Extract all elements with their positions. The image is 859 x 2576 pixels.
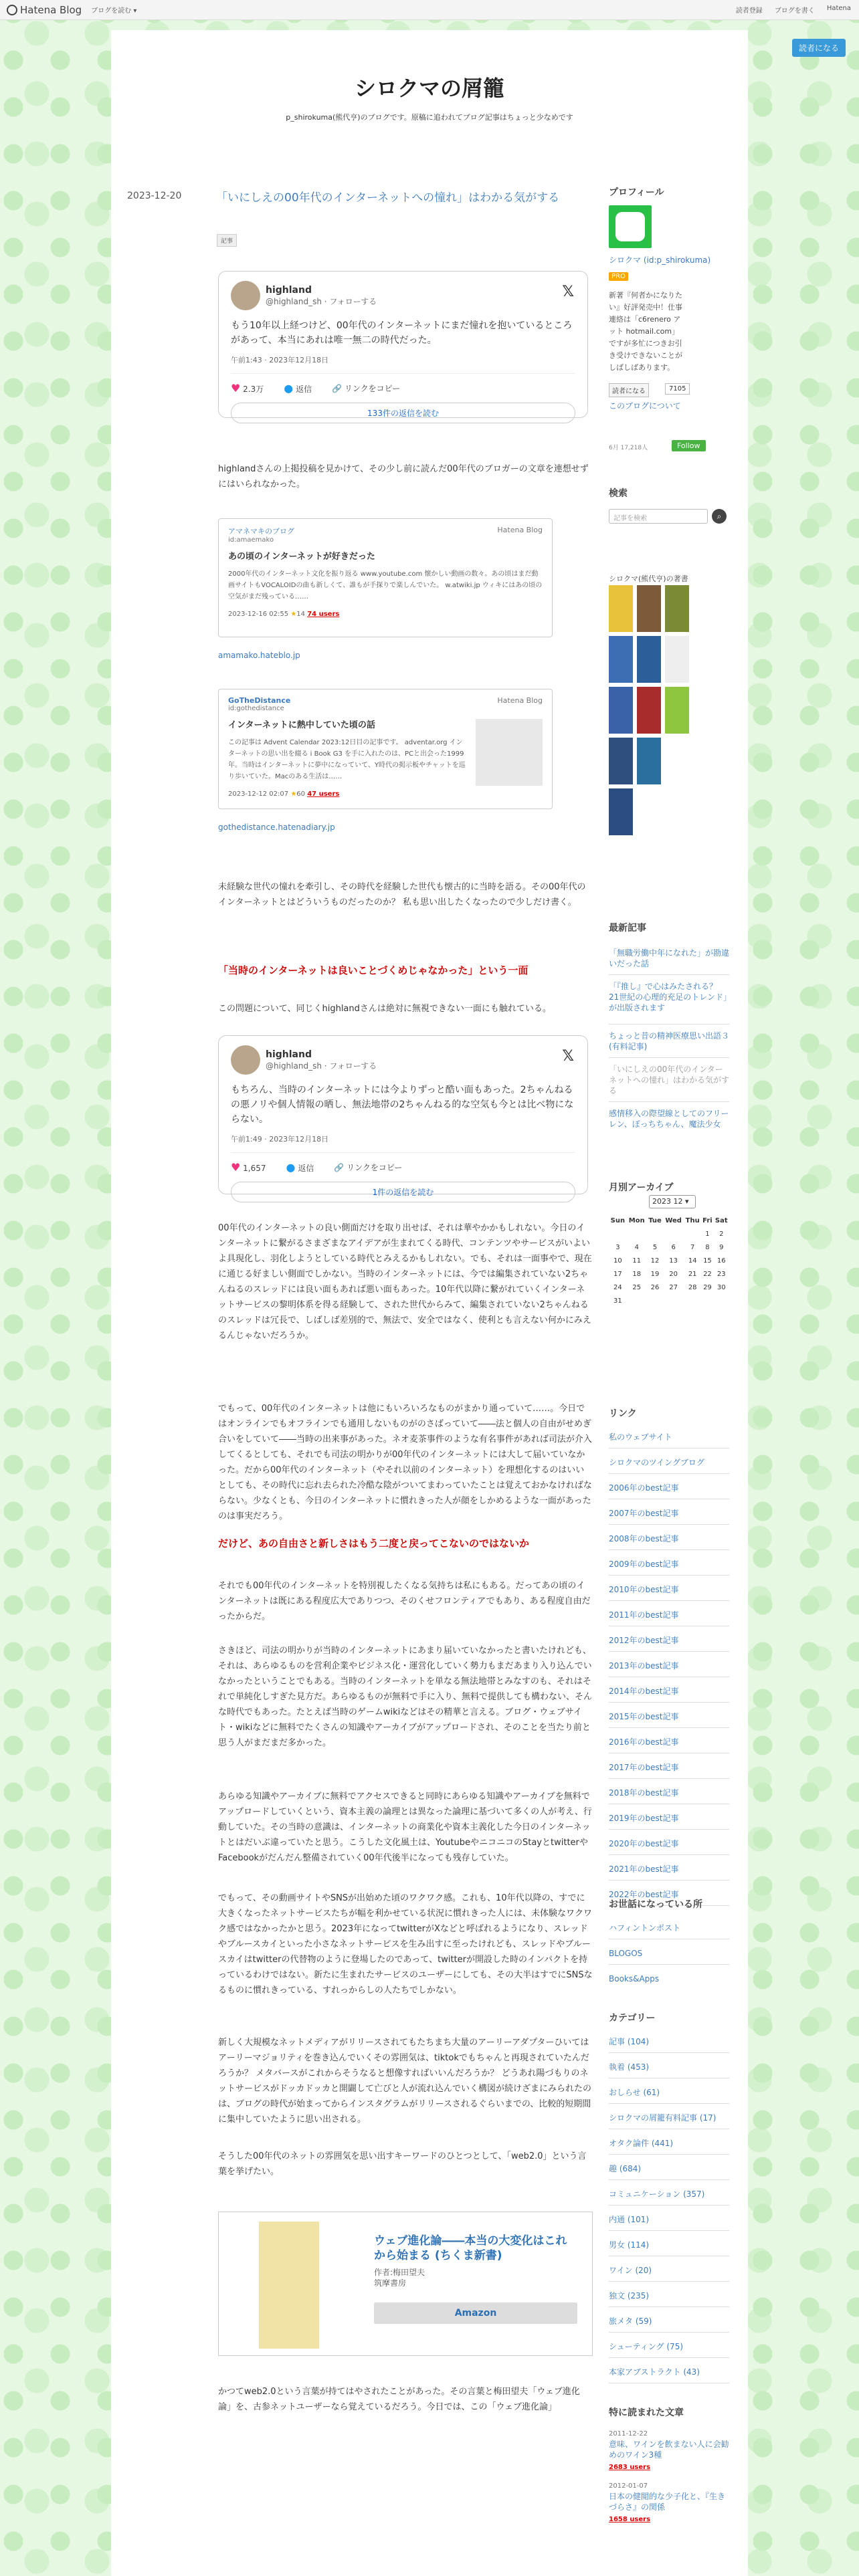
calendar-day[interactable]: 18 [632, 1270, 642, 1278]
category-link[interactable]: ワイン (20) [609, 2266, 652, 2275]
calendar-day[interactable]: 30 [717, 1283, 726, 1291]
calendar-row [609, 1294, 729, 1307]
calendar-day[interactable]: 28 [688, 1283, 697, 1291]
read-replies-button[interactable]: 1件の返信を読む [231, 1182, 575, 1202]
sidebar-link[interactable]: 2017年のbest記事 [609, 1763, 679, 1772]
blog-header [111, 72, 748, 122]
calendar-day[interactable]: 8 [705, 1243, 710, 1251]
book-cover[interactable] [609, 636, 633, 683]
card-title[interactable]: あの頃のインターネットが好きだった [228, 552, 375, 562]
book-cover[interactable] [637, 738, 661, 784]
blog-card-1[interactable] [218, 518, 553, 637]
calendar-day [684, 1294, 701, 1307]
paragraph: この問題について、同じくhighlandさんは絶対に無視できない一面にも触れている。 [218, 1004, 551, 1014]
calendar-row [609, 1227, 729, 1241]
divider [609, 1727, 729, 1728]
category-link[interactable]: 男女 (114) [609, 2240, 650, 2250]
book-cover[interactable] [665, 585, 689, 632]
topbar-right [736, 5, 851, 15]
embedded-tweet-1 [218, 271, 588, 418]
popular-date: 2011-12-22 [609, 2430, 648, 2438]
card-meta [228, 611, 543, 618]
calendar-day [609, 1227, 627, 1241]
amazon-product-author [374, 2267, 425, 2288]
tweet-author-name[interactable]: highland [266, 284, 312, 296]
profile-username[interactable]: シロクマ (id:p_shirokuma) [609, 255, 711, 265]
calendar-day[interactable]: 22 [703, 1270, 712, 1278]
divider [609, 2332, 729, 2333]
divider [609, 1702, 729, 1703]
card-blog-name[interactable]: アマネマキのブログ [228, 527, 294, 536]
links-heading: リンク [609, 1408, 637, 1419]
divider [609, 1057, 729, 1058]
divider [609, 1524, 729, 1525]
book-cover[interactable] [637, 585, 661, 632]
section-heading: 「当時のインターネットは良いことづくめじゃなかった」という一面 [218, 964, 529, 976]
tweet-text: もう10年以上経つけど、00年代のインターネットにまだ憧れを抱いているところがあって、本当にあれは唯一無二の時代だった。 [231, 320, 573, 346]
star-count: 60 [296, 790, 306, 798]
copy-link-action[interactable] [332, 383, 400, 394]
divider [609, 1575, 729, 1576]
read-blog-menu[interactable]: ブログを読む ▾ [91, 7, 137, 15]
calendar-day[interactable]: 23 [717, 1270, 726, 1278]
book-cover[interactable] [637, 687, 661, 734]
recent-link[interactable]: 「『推し』で心はみたされる？ 21世紀の心理的充足のトレンド」が出版されます [609, 982, 727, 1012]
calendar-weekday: Tue [648, 1216, 662, 1224]
calendar-day[interactable]: 11 [632, 1257, 642, 1265]
card-description: 2000年代のインターネット文化を振り返る www.youtube.com 懐かしい動画の数々。あの頃はまだ動画サイトもVOCALOIDの曲も新しくて、誰もが手探りで楽しんでいた。 w.atwiki.jp ウィキにはあの頃の空気がまだ残っている…… [228, 570, 543, 601]
topbar-write-link[interactable]: ブログを書く [774, 7, 815, 15]
author: 作者:梅田望夫 [374, 2268, 425, 2277]
link-icon: 🔗 [334, 1163, 345, 1172]
amazon-button[interactable]: Amazon [374, 2302, 577, 2324]
bookmark-users[interactable]: 47 users [307, 790, 340, 798]
reply-icon: ● [286, 1161, 296, 1174]
divider [609, 1964, 729, 1965]
calendar-day[interactable]: 29 [703, 1283, 712, 1291]
paragraph: でもって、その動画サイトやSNSが出始めた頃のワクワク感。これも、10年代以降の、すでに大きくなったネットサービスたちが幅を利かせている状況に慣れきった人には、未体験なワクワク感ではなかったかと思う。2023年になってtwitterがXなどと呼ばれるようになり、スレッドやブルースカイといった小さなネットサービスを生み出すに至ったけれども、スレッドやブルースカイはtwitterの代替物のように登場したのであって、twitterが開設した時のインパクトを持っているわけではない。新たに生まれたサービスのユーザーにしても、その大半はすでにSNSなるものに慣れきっている、すれっからしの人たちでしかない。 [218, 1893, 593, 1996]
copy-link-label: リンクをコピー [344, 384, 401, 393]
sidebar-link[interactable]: 2021年のbest記事 [609, 1864, 679, 1874]
sidebar-link[interactable]: 私のウェブサイト [609, 1432, 672, 1442]
calendar-day[interactable]: 15 [703, 1257, 712, 1265]
category-link[interactable]: 旅メタ (59) [609, 2317, 652, 2326]
divider [609, 1600, 729, 1601]
paragraph: 未経験な世代の憧れを牽引し、その時代を経験した世代も懐古的に当時を語る。その00年代のインターネットとはどういうものだったのか？ 私も思い出したくなったので少しだけ書く。 [218, 882, 586, 907]
hatena-topbar [0, 0, 859, 20]
calendar-day[interactable]: 5 [652, 1243, 658, 1251]
hatena-blog-badge: Hatena Blog [497, 696, 543, 705]
calendar-day[interactable]: 6 [671, 1243, 676, 1251]
popular-users[interactable]: 1658 users [609, 2516, 651, 2523]
divider [609, 2357, 729, 2358]
divider [609, 1880, 729, 1881]
archive-select-value: 2023 12 [652, 1197, 683, 1206]
calendar-weekday: Mon [628, 1216, 645, 1224]
calendar-day[interactable]: 17 [613, 1270, 622, 1278]
card-description: この記事は Advent Calendar 2023:12日目の記事です。 adventar.org インターネットの思い出を綴る i Book G3 を手に入れたのは、PCと出会った1999年。当時はインターネットに夢中になっていて、Y時代の掲示板やチャットを巡り歩いていた。Macのある生活は…… [228, 739, 466, 780]
reply-icon: ● [284, 382, 294, 395]
copy-link-action[interactable] [334, 1162, 402, 1173]
follow-meta: 6月 17,218人 [609, 445, 648, 451]
calendar-weekday: Fri [702, 1216, 712, 1224]
paragraph: それでも00年代のインターネットを特別視したくなる気持ちは私にもある。だってあの頃のインターネットは既にある程度広大でありつつ、そのくせフロンティアでもあり、ある程度自由だったからだ。 [218, 1581, 591, 1622]
divider [609, 2230, 729, 2231]
hatena-blog-badge: Hatena Blog [497, 526, 543, 534]
calendar-row [609, 1267, 729, 1281]
embedded-tweet-2 [218, 1035, 588, 1197]
category-link[interactable]: 執着 (453) [609, 2062, 650, 2072]
card-user-id[interactable]: id:gothedistance [228, 705, 284, 712]
entry-date[interactable]: 2023-12-20 [127, 191, 182, 201]
sidebar-link[interactable]: 2016年のbest記事 [609, 1737, 679, 1747]
search-button[interactable] [712, 509, 727, 524]
book-cover[interactable] [609, 585, 633, 632]
calendar-day[interactable]: 14 [688, 1257, 697, 1265]
tweet-time[interactable]: 午前1:49 · 2023年12月18日 [231, 1134, 575, 1153]
sidebar-link[interactable]: 2014年のbest記事 [609, 1687, 679, 1696]
pro-badge: PRO [609, 272, 628, 281]
books-heading: シロクマ(熊代亨)の著書 [609, 574, 688, 583]
calendar-day [663, 1227, 684, 1241]
card-domain-link[interactable]: gothedistance.hatenadiary.jp [218, 823, 335, 832]
popular-title[interactable]: 日本の健閲的な少子化と、『生きづらさ』の関係 [609, 2492, 726, 2512]
site-link[interactable]: BLOGOS [609, 1949, 643, 1958]
hatena-logo-text: Hatena Blog [20, 3, 82, 16]
site-link[interactable]: ハフィントンポスト [609, 1923, 681, 1933]
like-count: 1,657 [243, 1164, 266, 1173]
category-link[interactable]: おしらせ (61) [609, 2088, 660, 2097]
calendar-weekday: Wed [665, 1216, 682, 1224]
book-cover[interactable] [665, 687, 689, 734]
reply-action[interactable] [286, 1161, 314, 1174]
book-cover[interactable] [665, 636, 689, 683]
recent-heading: 最新記事 [609, 923, 646, 934]
calendar-day [627, 1227, 647, 1241]
sidebar-link[interactable]: 2019年のbest記事 [609, 1814, 679, 1823]
calendar-row [609, 1241, 729, 1254]
tweet-header [231, 281, 575, 310]
popular-heading: 特に読まれた文章 [609, 2407, 684, 2418]
calendar-day[interactable]: 24 [613, 1283, 622, 1291]
calendar-day[interactable]: 16 [717, 1257, 726, 1265]
like-action[interactable] [231, 1161, 266, 1174]
sidebar-link[interactable]: 2011年のbest記事 [609, 1610, 679, 1620]
avatar[interactable] [231, 281, 260, 310]
blog-title[interactable]: シロクマの屑籠 [354, 76, 504, 100]
amazon-product-title[interactable]: ウェブ進化論――本当の大変化はこれから始まる (ちくま新書) [374, 2234, 567, 2262]
paragraph: 新しく大規模なネットメディアがリリースされてもたちまち大量のアーリーアダプターひいてはアーリーマジョリティを巻き込んでいくその雰囲気は、tiktokでもちゃんと再現されていたんだろうか？ メタバースがこれからそうなると想像すればいいんだろうか？ どうあれ陽づもりのネットサービスがドッカドッカと開闢して亡びと人が流れ込んでいく構図が続けざまにみられたのは、ブログの時代が始まってからインスタグラムがリリースされるぐらいまでの、比較的短期間に集中していたように思い出される。 [218, 2038, 591, 2125]
search-heading: 検索 [609, 488, 628, 499]
divider [609, 2052, 729, 2053]
calendar-day[interactable]: 12 [650, 1257, 660, 1265]
read-replies-button[interactable]: 133件の返信を読む [231, 403, 575, 423]
calendar-day [647, 1227, 664, 1241]
calendar-header-row [609, 1214, 729, 1227]
calendar-day[interactable]: 27 [669, 1283, 678, 1291]
about-blog-link[interactable]: このブログについて [609, 401, 681, 411]
category-link[interactable]: シューティング (75) [609, 2342, 684, 2351]
sidebar-link[interactable]: 2010年のbest記事 [609, 1585, 679, 1594]
tweet-author-name[interactable]: highland [266, 1049, 312, 1060]
recent-link[interactable]: 「無職労働中年になれた」が勘違いだった話 [609, 948, 730, 968]
sidebar-link[interactable]: 2020年のbest記事 [609, 1839, 679, 1848]
site-link[interactable]: Books&Apps [609, 1974, 660, 1983]
tweet-actions [231, 382, 575, 395]
recent-link[interactable]: 「いにしえの00年代のインターネットへの憧れ」はわかる気がする [609, 1065, 730, 1095]
search-input[interactable]: 記事を検索 [609, 509, 708, 524]
reader-button[interactable]: 読者になる [792, 39, 846, 57]
heart-icon: ♥ [231, 1161, 241, 1174]
calendar-day[interactable]: 21 [688, 1270, 697, 1278]
x-logo-icon[interactable]: 𝕏 [562, 284, 574, 300]
tweet-time[interactable]: 午前1:43 · 2023年12月18日 [231, 354, 575, 374]
recent-link[interactable]: 感情移入の際望線としてのフリーレン、ぼっちちゃん、魔法少女 [609, 1109, 729, 1129]
paragraph: さきほど、司法の明かりが当時のインターネットにあまり届いていなかったと書いたけれども、それは、あらゆるものを営利企業やビジネス化・運営化していく勢力もまだあまり入り込んでいなかったということでもある。当時のインターネットを単なる無法地帯とみなすのも、それはそれで単純化しすぎた見方だ。あらゆるものが無料で手に入り、無料で提供しても構わない、そんな時代でもあった。たとえば当時のゲームwikiなどはその精華と言える。ブログ・ウェブサイト・wikiなどに無料でたくさんの知識やアーカイブがアップロードされ、そのことを当たり前と思う人がまだまだ多かった。 [218, 1646, 593, 1748]
sidebar-link[interactable]: 2008年のbest記事 [609, 1534, 679, 1543]
card-meta [228, 790, 543, 798]
star-icon: ★ [290, 611, 297, 618]
card-title[interactable]: インターネットに熱中していた頃の話 [228, 720, 375, 730]
avatar[interactable] [231, 1045, 260, 1075]
calendar-row [609, 1281, 729, 1294]
popular-users[interactable]: 2683 users [609, 2464, 651, 2471]
search-icon: ⌕ [717, 512, 722, 521]
x-logo-icon[interactable]: 𝕏 [562, 1048, 574, 1065]
sites-heading: お世話になっている所 [609, 1899, 702, 1910]
tweet-text: もちろん、当時のインターネットには今よりずっと酷い面もあった。2ちゃんねるの悪ノリや個人情報の晒し、無法地帯の2ちゃんねる的な空気も今とは比べ物にならない。 [231, 1085, 574, 1125]
card-blog-name[interactable]: GoTheDistance [228, 696, 291, 705]
calendar-day [701, 1294, 713, 1307]
link-icon: 🔗 [332, 384, 343, 393]
paragraph: あらゆる知識やアーカイブに無料でアクセスできると同時にあらゆる知識やアーカイブを無料でアップロードしていくという、資本主義の論理とは異なった論理に基づいて多くの人が考え、行動していた。その当時の意識は、インターネットの商業化や資本主義化した今日のインターネットとはだいぶ違っていたと思う。こうした文化風土は、YoutubeやニコニコのStayとtwitterやFacebookがだんだん整備されていく00年代後半になっても残存していた。 [218, 1792, 592, 1863]
book-cover[interactable] [637, 636, 661, 683]
calendar-day [663, 1294, 684, 1307]
calendar-day[interactable]: 31 [613, 1297, 622, 1305]
blog-tagline: p_shirokuma(熊代亨)のブログです。原稿に追われてブログ記事はちょっと少なめです [286, 113, 573, 122]
calendar-weekday: Sun [610, 1216, 626, 1224]
tweet-header [231, 1045, 575, 1075]
star-count: 14 [296, 611, 306, 618]
tweet-author-handle[interactable]: @highland_sh · フォローする [266, 296, 377, 306]
calendar-weekday: Thu [685, 1216, 700, 1224]
category-link[interactable]: シロクマの屑籠有料記事 (17) [609, 2113, 717, 2123]
calendar-day[interactable]: 1 [705, 1230, 710, 1238]
divider [609, 1024, 729, 1025]
book-cover[interactable] [609, 788, 633, 835]
calendar-day[interactable]: 4 [634, 1243, 639, 1251]
category-link[interactable]: オタク論件 (441) [609, 2139, 674, 2148]
paragraph: でもって、00年代のインターネットは他にもいろいろなものがまかり通っていて……。今日ではオンラインでもオフラインでも通用しないものがのさばっていて――法と個人の自由がせめぎ合いをしていて――当時の出来事があった。ネオ麦茶事件のような有名事件があれば司法が介入してくるとしても、それでも司法の明かりが00年代のインターネットには大して届いていなかった。だから00年代のインターネット（やそれ以前のインターネット）を理想化するのはいいとしても、その時代に忘れ去られた冷酷な陰がついてまわっていたことは覚えておかなければならない。少なくとも、今日のインターネットに慣れきった人が顔をしかめるような一面があったのは事実だろう。 [218, 1404, 592, 1521]
hatena-logo[interactable] [7, 4, 82, 16]
subscriber-count: 7105 [665, 383, 690, 395]
divider [609, 974, 729, 975]
divider [609, 1854, 729, 1855]
sidebar-link[interactable]: 2022年のbest記事 [609, 1890, 679, 1899]
blog-container [111, 30, 748, 2576]
entry-title[interactable]: 「いにしえの00年代のインターネットへの憧れ」はわかる気がする [216, 191, 560, 205]
category-link[interactable]: コミュニケーション (357) [609, 2189, 705, 2199]
divider [609, 2179, 729, 2180]
reply-label: 返信 [296, 385, 312, 394]
card-date: 2023-12-12 02:07 [228, 790, 289, 798]
calendar-day[interactable]: 3 [615, 1243, 620, 1251]
calendar-day[interactable]: 26 [650, 1283, 660, 1291]
calendar-day[interactable]: 9 [719, 1243, 724, 1251]
chevron-down-icon: ▾ [685, 1197, 689, 1206]
card-user-id[interactable]: id:amaemako [228, 536, 274, 544]
calendar-day[interactable]: 20 [669, 1270, 678, 1278]
recent-link[interactable]: ちょっと昔の精神医療思い出語３(有料記事) [609, 1031, 730, 1051]
hatena-logo-icon [7, 5, 17, 15]
sidebar-link[interactable]: 2013年のbest記事 [609, 1661, 679, 1671]
divider [609, 1549, 729, 1550]
card-date: 2023-12-16 02:55 [228, 611, 289, 618]
calendar-day[interactable]: 7 [690, 1243, 695, 1251]
calendar-day [684, 1227, 701, 1241]
sidebar-link[interactable]: 2009年のbest記事 [609, 1560, 679, 1569]
heart-icon: ♥ [231, 382, 241, 395]
reply-action[interactable] [284, 382, 312, 395]
sidebar-link[interactable]: 2007年のbest記事 [609, 1509, 679, 1518]
like-count: 2.3万 [243, 385, 264, 394]
categories-heading: カテゴリー [609, 2013, 656, 2024]
sidebar-link[interactable]: 2006年のbest記事 [609, 1483, 679, 1493]
divider [609, 2154, 729, 2155]
paragraph: 00年代のインターネットの良い側面だけを取り出せば、それは華やかかもしれない。今日のインターネットに繋がるさまざまなアイデアが生まれてくる時代、コンテンツやサービスがいよいよ具現化し、羽化しようとしている時代とみえるかもしれない。でも、それは一面事やで、現在に通じる好ましい側面でしかない。当時のインターネットには、今では編集されていない2ちゃんねるのスレッドには良い面もあれば悪い面もあった。10年代以降に繋がれていくインターネットサービスの黎明体系を得る経験して、された世代からみて、編集されていない2ちゃんねるのスレッドは冗長で、しばしば差別的で、無法で、安全ではなく、使利とも言えない何かにみえるんじゃないだろうか。 [218, 1223, 592, 1341]
follow-button[interactable]: Follow [672, 440, 706, 451]
topbar-subscribe-link[interactable]: 読者登録 [735, 7, 763, 15]
star-icon: ★ [290, 790, 297, 798]
entry-category[interactable]: 記事 [217, 234, 237, 247]
subscribe-button[interactable]: 読者になる [609, 383, 649, 397]
archive-heading: 月別アーカイブ [609, 1182, 674, 1193]
calendar-day[interactable]: 2 [719, 1230, 724, 1238]
category-link[interactable]: 独文 (235) [609, 2291, 650, 2300]
popular-date: 2012-01-07 [609, 2482, 648, 2490]
blog-card-2[interactable] [218, 689, 553, 809]
archive-calendar [609, 1214, 729, 1307]
book-cover-image[interactable] [259, 2222, 319, 2349]
divider [609, 2205, 729, 2206]
publisher: 筑摩書房 [374, 2278, 407, 2288]
calendar-day [647, 1294, 664, 1307]
topbar-hatena-link[interactable]: Hatena [826, 5, 851, 12]
amazon-product-card [218, 2212, 593, 2356]
calendar-day[interactable]: 25 [632, 1283, 642, 1291]
archive-select[interactable] [649, 1195, 696, 1208]
calendar-row [609, 1254, 729, 1267]
sidebar-link[interactable]: シロクマのツイングブログ [609, 1458, 704, 1467]
section-heading: だけど、あの自由さと新しさはもう二度と戻ってこないのではないか [218, 1537, 530, 1549]
tweet-author-handle[interactable]: @highland_sh · フォローする [266, 1061, 377, 1071]
book-cover[interactable] [609, 687, 633, 734]
paragraph: かつてweb2.0という言葉が持てはやされたことがあった。その言葉と梅田望夫「ウェブ進化論」を、古参ネットユーザーなら覚えているだろう。今日では、この「ウェブ進化論」 [218, 2387, 580, 2412]
profile-bio: 新著『何者かになりたい』好評発売中！仕事連絡は「c6renero アット hotmail.com」ですが多忙につきお引き受けできないことがしばしばあります。 [609, 291, 682, 372]
bear-icon [615, 212, 645, 241]
category-link[interactable]: 記事 (104) [609, 2037, 650, 2046]
divider [609, 1473, 729, 1474]
reply-label: 返信 [298, 1164, 314, 1173]
category-link[interactable]: 本家アブストラクト (43) [609, 2367, 700, 2377]
divider [609, 1829, 729, 1830]
divider [609, 2103, 729, 2104]
calendar-day[interactable]: 13 [669, 1257, 678, 1265]
divider [609, 1778, 729, 1779]
divider [609, 1651, 729, 1652]
sidebar-link[interactable]: 2015年のbest記事 [609, 1712, 679, 1721]
calendar-day [714, 1294, 729, 1307]
divider [609, 1101, 729, 1102]
bookmark-users[interactable]: 74 users [307, 611, 340, 618]
calendar-day[interactable]: 10 [613, 1257, 622, 1265]
paragraph: そうした00年代のネットの雰囲気を思い出すキーワードのひとつとして、「web2.0」という言葉を挙げたい。 [218, 2151, 587, 2177]
sidebar-link[interactable]: 2018年のbest記事 [609, 1788, 679, 1798]
copy-link-label: リンクをコピー [347, 1163, 403, 1172]
tweet-actions [231, 1161, 575, 1174]
popular-title[interactable]: 意味、ワインを飲まない人に会勧めのワイン3種 [609, 2440, 729, 2460]
divider [609, 2281, 729, 2282]
profile-heading: プロフィール [609, 187, 664, 198]
sidebar-link[interactable]: 2012年のbest記事 [609, 1636, 679, 1645]
card-thumbnail[interactable] [476, 719, 543, 786]
calendar-weekday: Sat [714, 1216, 728, 1224]
paragraph: highlandさんの上掲投稿を見かけて、その少し前に読んだ00年代のブロガーの文章を連想せずにはいられなかった。 [218, 464, 589, 490]
profile-icon[interactable] [609, 205, 652, 248]
card-domain-link[interactable]: amamako.hateblo.jp [218, 651, 300, 660]
like-action[interactable] [231, 382, 264, 395]
divider [609, 2306, 729, 2307]
category-link[interactable]: 内通 (101) [609, 2215, 650, 2224]
book-cover[interactable] [609, 738, 633, 784]
calendar-day[interactable]: 19 [650, 1270, 660, 1278]
calendar-day [627, 1294, 647, 1307]
category-link[interactable]: 趣 (684) [609, 2164, 642, 2173]
